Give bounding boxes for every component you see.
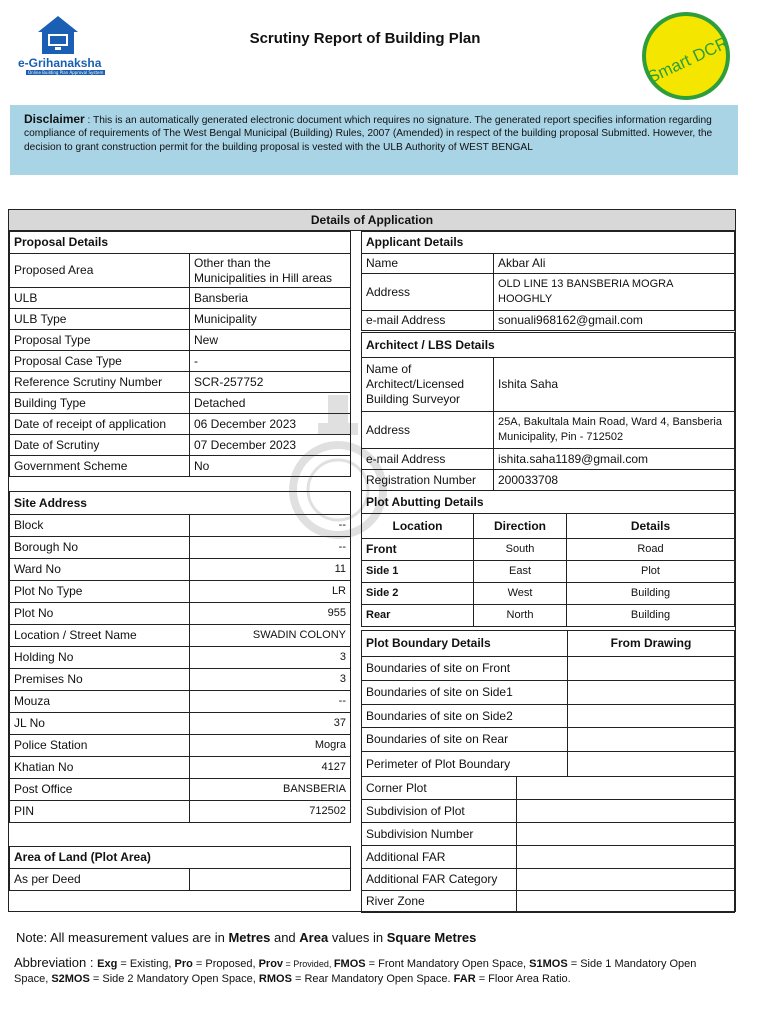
proposal-value: - [190, 351, 351, 372]
proposal-label: ULB Type [10, 309, 190, 330]
site-label: Plot No Type [10, 581, 190, 603]
abutting-location: Rear [362, 605, 474, 627]
abutting-location: Front [362, 539, 474, 561]
plot-properties-table [361, 776, 735, 913]
proposal-label: Proposed Area [10, 254, 190, 288]
abutting-details: Road [567, 539, 735, 561]
note-and: and [270, 930, 300, 945]
note-mid: values in [328, 930, 387, 945]
site-label: Ward No [10, 559, 190, 581]
site-label: Borough No [10, 537, 190, 559]
architect-value: Ishita Saha [494, 358, 735, 412]
architect-label: Address [362, 412, 494, 449]
abbr-key: FAR [453, 973, 476, 985]
plot-boundary-table [361, 630, 735, 777]
abbr-key: FMOS [333, 958, 366, 970]
abbreviation-legend [14, 955, 730, 987]
site-label: JL No [10, 713, 190, 735]
disclaimer-text: : This is an automatically generated electronic document which requires no signature. The generated report specifies information regarding compliance of requirements of The West Bengal Municipal (Building) Rules, 2007 (Amended) in respect of the building proposal Submitted. However, the decision to grant construction permit for the building proposal is vested with the ULB Authority of WEST BENGAL [24, 115, 713, 153]
abbreviation-label: Abbreviation [14, 955, 87, 970]
abbr-def: = Provided, [283, 959, 334, 969]
boundary-col-from-drawing: From Drawing [568, 631, 735, 657]
architect-value: ishita.saha1189@gmail.com [494, 449, 735, 470]
disclaimer-label: Disclaimer [24, 112, 85, 126]
abutting-location: Side 1 [362, 561, 474, 583]
site-label: Plot No [10, 603, 190, 625]
applicant-details-table [361, 231, 735, 331]
note-area: Area [299, 930, 329, 945]
note-text: Note: All measurement values are in [16, 930, 229, 945]
proposal-label: Proposal Case Type [10, 351, 190, 372]
property-label: Subdivision of Plot [362, 800, 517, 823]
property-value [517, 869, 735, 891]
site-value: 4127 [190, 757, 351, 779]
boundary-value [568, 705, 735, 728]
boundary-label: Boundaries of site on Front [362, 657, 568, 681]
proposal-value: Other than the Municipalities in Hill areas [190, 254, 351, 288]
abbreviation-colon: : [86, 955, 98, 970]
site-value: SWADIN COLONY [190, 625, 351, 647]
abbr-def: = Existing, [117, 958, 175, 970]
abbr-key: S1MOS [529, 958, 568, 970]
site-label: Premises No [10, 669, 190, 691]
logo-name: e-Grihanaksha [18, 56, 102, 70]
area-of-land-table [9, 846, 351, 891]
proposal-label: Building Type [10, 393, 190, 414]
property-label: Corner Plot [362, 777, 517, 800]
proposal-label: Date of Scrutiny [10, 435, 190, 456]
proposal-value: Municipality [190, 309, 351, 330]
proposal-label: Reference Scrutiny Number [10, 372, 190, 393]
boundary-label: Boundaries of site on Side1 [362, 681, 568, 705]
proposal-value: No [190, 456, 351, 477]
architect-value: 25A, Bakultala Main Road, Ward 4, Bansberia Municipality, Pin - 712502 [494, 412, 735, 449]
applicant-value: Akbar Ali [494, 254, 735, 274]
proposal-value: Detached [190, 393, 351, 414]
abbr-key: RMOS [258, 973, 292, 985]
abutting-heading: Plot Abutting Details [362, 491, 735, 514]
proposal-label: ULB [10, 288, 190, 309]
applicant-label: Name [362, 254, 494, 274]
architect-heading: Architect / LBS Details [362, 333, 735, 358]
site-label: Holding No [10, 647, 190, 669]
abutting-direction: West [474, 583, 567, 605]
property-value [517, 891, 735, 913]
property-label: River Zone [362, 891, 517, 913]
property-value [517, 777, 735, 800]
note-metres: Metres [228, 930, 271, 945]
abbr-def: = Side 2 Mandatory Open Space, [89, 973, 259, 985]
proposal-label: Government Scheme [10, 456, 190, 477]
proposal-value: SCR-257752 [190, 372, 351, 393]
proposal-label: Proposal Type [10, 330, 190, 351]
applicant-label: Address [362, 274, 494, 311]
smart-dcr-badge [640, 10, 732, 102]
abbr-def: = Rear Mandatory Open Space. [291, 973, 454, 985]
architect-label: Name of Architect/Licensed Building Surveyor [362, 358, 494, 412]
site-value: 3 [190, 669, 351, 691]
site-label: Mouza [10, 691, 190, 713]
abutting-location: Side 2 [362, 583, 474, 605]
abbr-def: = Front Mandatory Open Space, [365, 958, 530, 970]
property-value [517, 823, 735, 846]
abbr-key: Prov [258, 958, 284, 970]
abutting-details: Plot [567, 561, 735, 583]
site-value: 3 [190, 647, 351, 669]
measurement-note [16, 930, 476, 945]
boundary-value [568, 752, 735, 777]
site-value: 11 [190, 559, 351, 581]
page-title: Scrutiny Report of Building Plan [249, 30, 481, 47]
applicant-value: OLD LINE 13 BANSBERIA MOGRA HOOGHLY [494, 274, 735, 311]
architect-details-table [361, 332, 735, 491]
abutting-col-location: Location [362, 514, 474, 539]
site-label: Police Station [10, 735, 190, 757]
abutting-direction: North [474, 605, 567, 627]
applicant-label: e-mail Address [362, 311, 494, 331]
architect-label: e-mail Address [362, 449, 494, 470]
abutting-direction: South [474, 539, 567, 561]
proposal-label: Date of receipt of application [10, 414, 190, 435]
logo-tagline: Online Building Plan Approval System [28, 70, 104, 75]
abbr-key: Pro [174, 958, 193, 970]
architect-value: 200033708 [494, 470, 735, 491]
area-label: As per Deed [10, 869, 190, 891]
architect-label: Registration Number [362, 470, 494, 491]
abbr-def: = Floor Area Ratio. [475, 973, 571, 985]
proposal-heading: Proposal Details [10, 232, 351, 254]
note-square-metres: Square Metres [386, 930, 477, 945]
proposal-value: 07 December 2023 [190, 435, 351, 456]
site-value: 712502 [190, 801, 351, 823]
site-label: PIN [10, 801, 190, 823]
boundary-value [568, 681, 735, 705]
abutting-direction: East [474, 561, 567, 583]
site-value: -- [190, 515, 351, 537]
site-label: Post Office [10, 779, 190, 801]
site-label: Location / Street Name [10, 625, 190, 647]
boundary-label: Boundaries of site on Side2 [362, 705, 568, 728]
area-heading: Area of Land (Plot Area) [10, 847, 351, 869]
property-label: Additional FAR Category [362, 869, 517, 891]
applicant-value: sonuali968162@gmail.com [494, 311, 735, 331]
site-label: Khatian No [10, 757, 190, 779]
proposal-value: Bansberia [190, 288, 351, 309]
boundary-value [568, 728, 735, 752]
disclaimer-box [10, 105, 738, 175]
property-value [517, 800, 735, 823]
abbr-def: = Side 1 Mandatory Open Space, [14, 958, 697, 985]
site-value: BANSBERIA [190, 779, 351, 801]
details-heading: Details of Application [9, 210, 735, 231]
abutting-col-details: Details [567, 514, 735, 539]
property-label: Additional FAR [362, 846, 517, 869]
abutting-details: Building [567, 605, 735, 627]
site-value: 955 [190, 603, 351, 625]
plot-abutting-table [361, 490, 735, 627]
property-value [517, 846, 735, 869]
abbr-def: = Proposed, [192, 958, 259, 970]
abutting-details: Building [567, 583, 735, 605]
boundary-label: Perimeter of Plot Boundary [362, 752, 568, 777]
abbr-key: Exg [97, 958, 118, 970]
site-label: Block [10, 515, 190, 537]
boundary-label: Boundaries of site on Rear [362, 728, 568, 752]
abutting-col-direction: Direction [474, 514, 567, 539]
site-heading: Site Address [10, 492, 351, 515]
abbr-key: S2MOS [51, 973, 90, 985]
boundary-value [568, 657, 735, 681]
proposal-value: 06 December 2023 [190, 414, 351, 435]
boundary-heading: Plot Boundary Details [362, 631, 568, 657]
site-value: -- [190, 691, 351, 713]
site-value: 37 [190, 713, 351, 735]
egrihanaksha-logo [18, 14, 110, 80]
property-label: Subdivision Number [362, 823, 517, 846]
applicant-heading: Applicant Details [362, 232, 735, 254]
area-value [190, 869, 351, 891]
site-value: -- [190, 537, 351, 559]
site-value: LR [190, 581, 351, 603]
proposal-value: New [190, 330, 351, 351]
site-value: Mogra [190, 735, 351, 757]
badge-text: Smart DCR [644, 33, 732, 88]
